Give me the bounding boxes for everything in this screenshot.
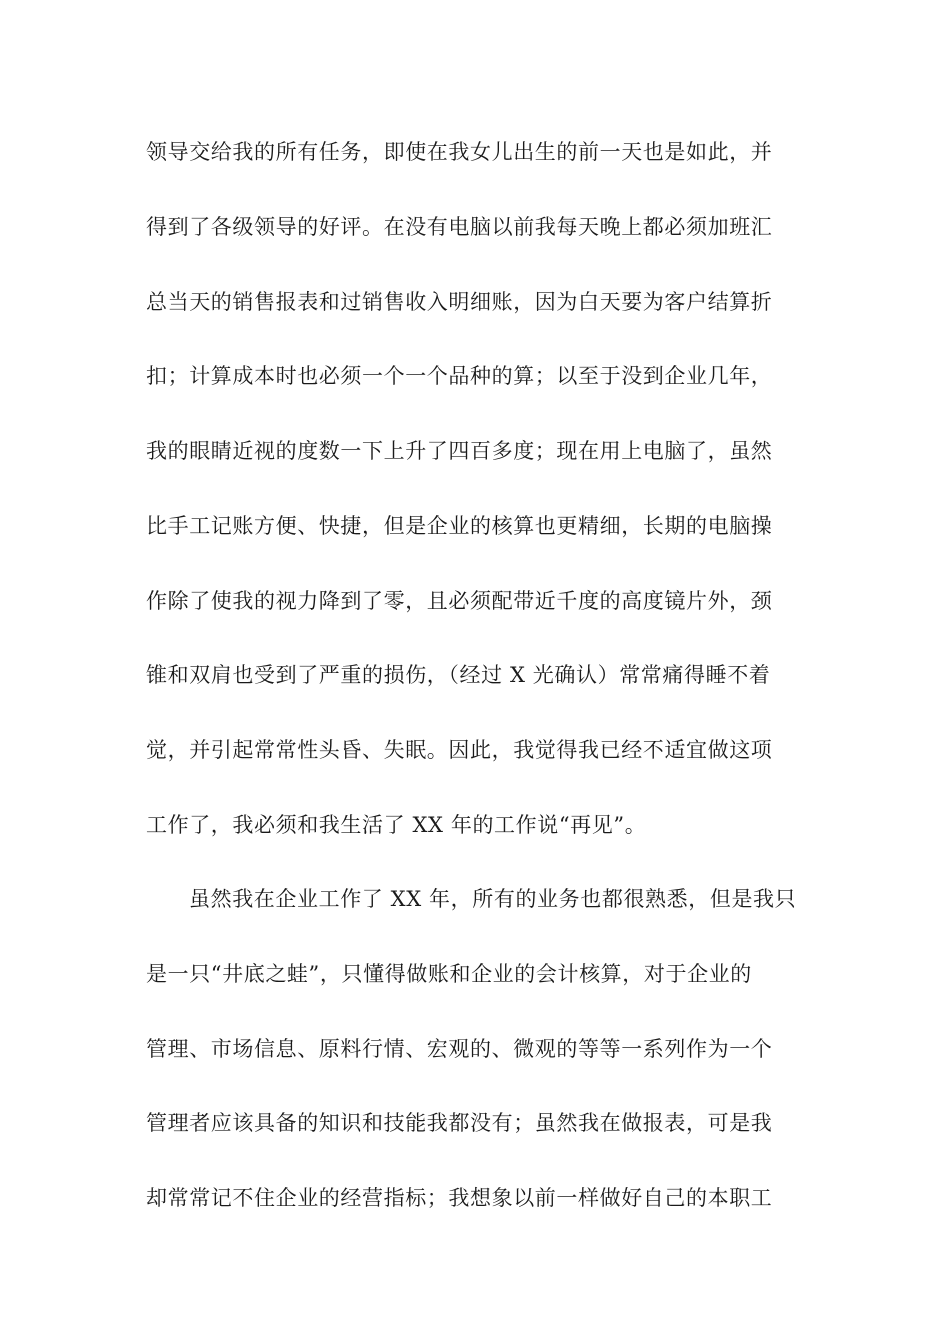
text-line-3: 总当天的销售报表和过销售收入明细账，因为白天要为客户结算折 [146,290,773,314]
text-line-1: 领导交给我的所有任务，即使在我女儿出生的前一天也是如此，并 [146,140,773,164]
paragraph-start-line: 虽然我在企业工作了 XX 年，所有的业务也都很熟悉，但是我只 [189,887,797,911]
text-line-7: 作除了使我的视力降到了零，且必须配带近千度的高度镜片外，颈 [146,589,773,613]
text-line-8: 锥和双肩也受到了严重的损伤，（经过 X 光确认）常常痛得睡不着 [146,663,771,687]
text-line-12: 是一只“井底之蛙”，只懂得做账和企业的会计核算，对于企业的 [146,962,752,986]
text-line-13: 管理、市场信息、原料行情、宏观的、微观的等等一系列作为一个 [146,1037,773,1061]
text-line-15: 却常常记不住企业的经营指标；我想象以前一样做好自己的本职工 [146,1186,773,1210]
text-line-14: 管理者应该具备的知识和技能我都没有；虽然我在做报表，可是我 [146,1111,773,1135]
text-line-9: 觉，并引起常常性头昏、失眠。因此，我觉得我已经不适宜做这项 [146,738,773,762]
text-line-2: 得到了各级领导的好评。在没有电脑以前我每天晚上都必须加班汇 [146,215,773,239]
text-line-10: 工作了，我必须和我生活了 XX 年的工作说“再见”。 [146,813,647,837]
text-line-5: 我的眼睛近视的度数一下上升了四百多度；现在用上电脑了，虽然 [146,439,773,463]
text-line-4: 扣；计算成本时也必须一个一个品种的算；以至于没到企业几年， [146,364,773,388]
text-line-6: 比手工记账方便、快捷，但是企业的核算也更精细，长期的电脑操 [146,514,773,538]
